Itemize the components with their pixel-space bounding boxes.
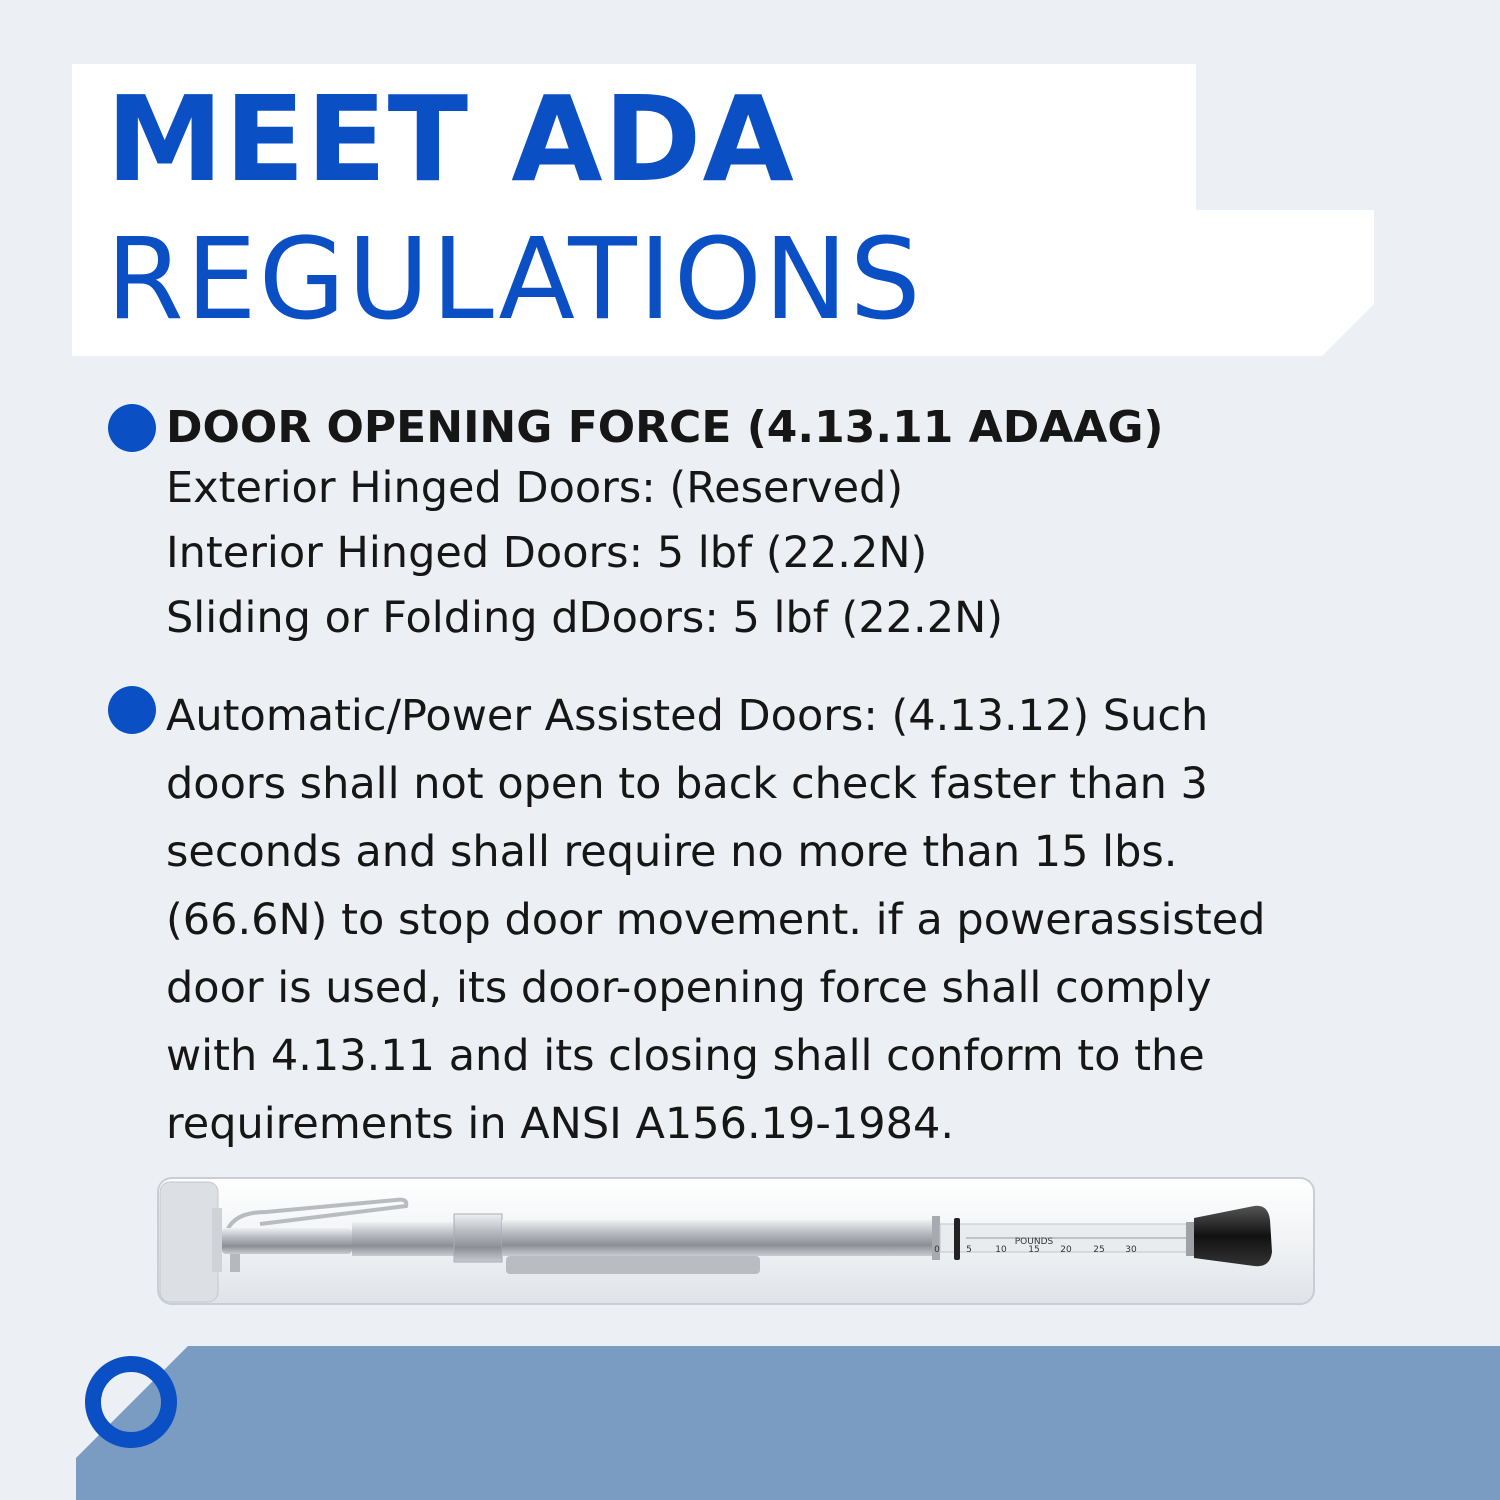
gauge-tick-label: 25 [1093,1245,1105,1255]
gauge-tick-label: 0 [934,1245,940,1255]
gauge-tick-label: 30 [1125,1245,1137,1255]
logo-ring-icon [84,1355,178,1449]
gauge-tick-label: 5 [966,1245,972,1255]
gauge-tick-label: 10 [995,1245,1007,1255]
bullet-line: Exterior Hinged Doors: (Reserved) [166,463,904,513]
door-pressure-gauge-image [156,1176,1318,1312]
bullet-line: Automatic/Power Assisted Doors: (4.13.12) Such [166,691,1209,741]
title-line-1: MEET ADA [106,70,795,208]
bullet-line: Sliding or Folding dDoors: 5 lbf (22.2N) [166,593,1004,643]
title-line-2: REGULATIONS [106,215,923,345]
footer-band [76,1346,1500,1500]
bullet-dot-icon [108,404,156,452]
gauge-tick-label: 15 [1028,1245,1040,1255]
bullet-text [166,682,1265,1158]
bullet-line: with 4.13.11 and its closing shall conform to the [166,1031,1205,1081]
bullet-heading: DOOR OPENING FORCE (4.13.11 ADAAG) [166,402,1164,453]
bullet-line: requirements in ANSI A156.19-1984. [166,1099,954,1149]
bullet-line: Interior Hinged Doors: 5 lbf (22.2N) [166,528,928,578]
gauge-tick-label: 20 [1060,1245,1072,1255]
bullet-line: doors shall not open to back check faster than 3 [166,759,1208,809]
bullet-text [166,400,1164,651]
door-pressure-gauge-icon [156,1176,1318,1308]
gauge-scale-word: POUNDS [1014,1237,1054,1247]
bullet-line: door is used, its door-opening force shall comply [166,963,1212,1013]
footer-band-shape [76,1346,1500,1500]
bullet-line: seconds and shall require no more than 15 lbs. [166,827,1178,877]
title-panel [72,64,1374,356]
bullet-dot-icon [108,686,156,734]
bullet-line: (66.6N) to stop door movement. if a powerassisted [166,895,1266,945]
